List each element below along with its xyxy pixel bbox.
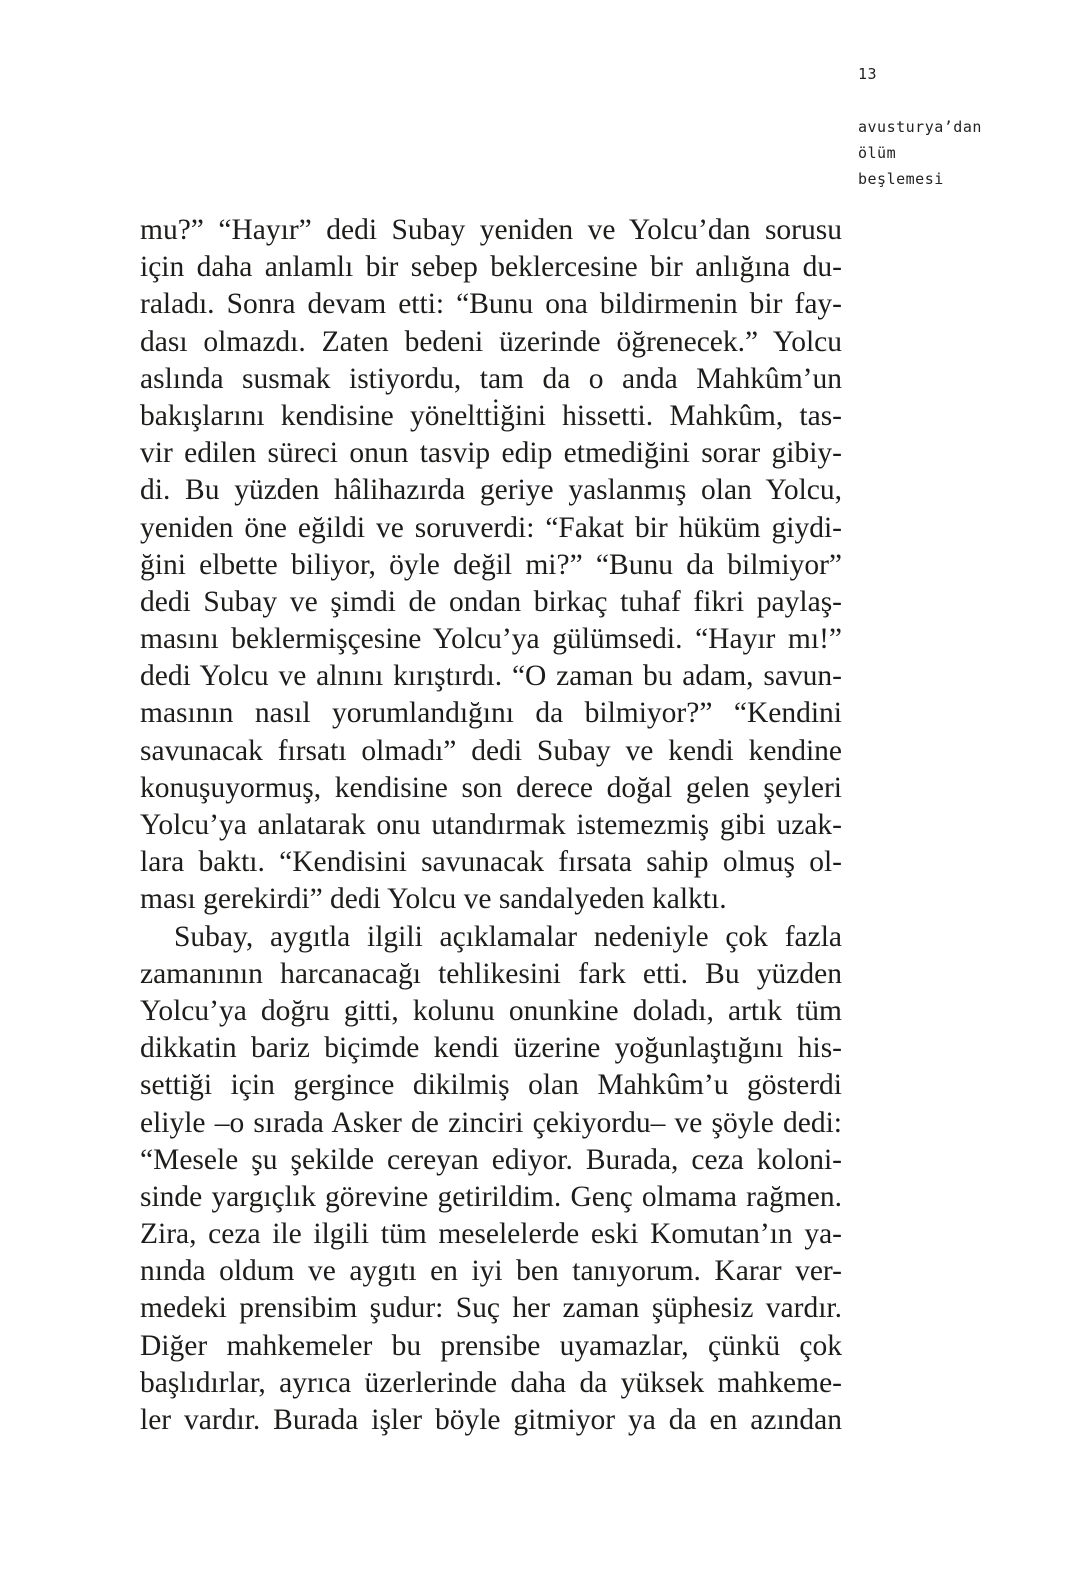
text-line: Diğer mahkemeler bu prensibe uyamazlar, çünkü çok: [140, 1329, 842, 1362]
text-line: mu?” “Hayır” dedi Subay yeniden ve Yolcu’dan sorusu: [140, 214, 842, 246]
text-line: raladı. Sonra devam etti: “Bunu ona bildirmenin bir fay-: [140, 288, 842, 321]
text-line: ler vardır. Burada işler böyle gitmiyor ya da en azından: [140, 1404, 842, 1436]
text-line: yeniden öne eğildi ve soruverdi: “Fakat bir hüküm giydi-: [140, 511, 842, 544]
text-line: Yolcu’ya doğru gitti, kolunu onunkine doladı, artık tüm: [140, 994, 842, 1027]
text-line: dası olmazdı. Zaten bedeni üzerinde öğrenecek.” Yolcu: [140, 325, 842, 358]
text-line: di. Bu yüzden hâlihazırda geriye yaslanmış olan Yolcu,: [140, 474, 842, 507]
text-line: masının nasıl yorumlandığını da bilmiyor?” “Kendini: [140, 697, 842, 730]
text-line: aslında susmak istiyordu, tam da o anda Mahkûm’un: [140, 362, 842, 395]
text-line: settiği için gergince dikilmiş olan Mahkûm’u gösterdi: [140, 1069, 842, 1102]
running-title-line-3: beşlemesi: [858, 170, 944, 188]
text-line: nında oldum ve aygıtı en iyi ben tanıyorum. Karar ver-: [140, 1255, 842, 1288]
paragraph-end-line: ması gerekirdi” dedi Yolcu ve sandalyeden kalktı.: [140, 883, 727, 916]
text-line: vir edilen süreci onun tasvip edip etmediğini sorar gibiy-: [140, 437, 842, 470]
text-line: konuşuyormuş, kendisine son derece doğal gelen şeyleri: [140, 771, 842, 804]
text-line: zamanının harcanacağı tehlikesini fark etti. Bu yüzden: [140, 957, 842, 990]
text-line: bakışlarını kendisine yöneltti̇ğini hissetti. Mahkûm, tas-: [140, 399, 842, 432]
text-line: Yolcu’ya anlatarak onu utandırmak istemezmiş gibi uzak-: [140, 809, 842, 841]
text-line: medeki prensibim şudur: Suç her zaman şüphesiz vardır.: [140, 1292, 842, 1325]
running-title-line-1: avusturya’dan: [858, 118, 982, 136]
text-line: eliyle –o sırada Asker de zinciri çekiyordu– ve şöyle dedi:: [140, 1106, 842, 1139]
running-title-line-2: ölüm: [858, 144, 897, 162]
text-line: savunacak fırsatı olmadı” dedi Subay ve kendi kendine: [140, 734, 842, 767]
paragraph-start-line: Subay, aygıtla ilgili açıklamalar nedeniyle çok fazla: [174, 920, 842, 953]
text-line: masını beklermişçesine Yolcu’ya gülümsedi. “Hayır mı!”: [140, 623, 842, 656]
text-line: “Mesele şu şekilde cereyan ediyor. Burada, ceza koloni-: [140, 1143, 842, 1176]
text-line: başlıdırlar, ayrıca üzerlerinde daha da yüksek mahkeme-: [140, 1366, 842, 1399]
text-line: dedi Subay ve şimdi de ondan birkaç tuhaf fikri paylaş-: [140, 585, 842, 618]
text-line: ğini elbette biliyor, öyle değil mi?” “Bunu da bilmiyor”: [140, 548, 842, 581]
text-line: lara baktı. “Kendisini savunacak fırsata sahip olmuş ol-: [140, 846, 842, 879]
page-number: 13: [858, 65, 878, 83]
text-line: dedi Yolcu ve alnını kırıştırdı. “O zaman bu adam, savun-: [140, 660, 842, 693]
text-line: dikkatin bariz biçimde kendi üzerine yoğunlaştığını his-: [140, 1032, 842, 1065]
text-line: sinde yargıçlık görevine getirildim. Genç olmama rağmen.: [140, 1180, 842, 1213]
body-text: [140, 212, 842, 1439]
text-line: için daha anlamlı bir sebep beklercesine bir anlığına du-: [140, 251, 842, 284]
text-line: Zira, ceza ile ilgili tüm meselelerde eski Komutan’ın ya-: [140, 1218, 842, 1251]
page-header: [858, 62, 1048, 192]
